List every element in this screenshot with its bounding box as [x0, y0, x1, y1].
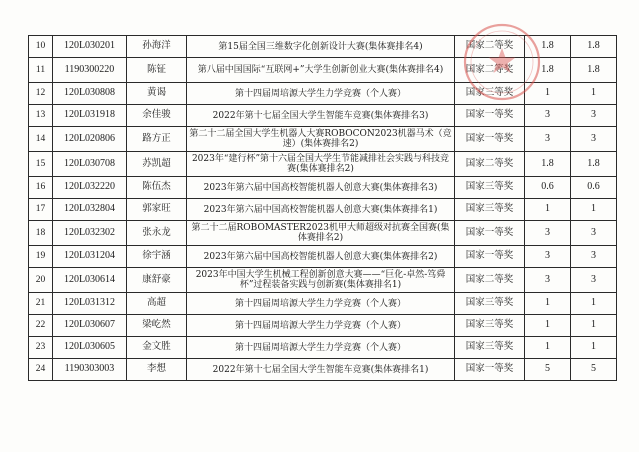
award-level: 国家一等奖 [455, 246, 525, 268]
competition-name: 第二十二届全国大学生机器人大赛ROBOCON2023机器马术（竞速）(集体赛排名2) [187, 127, 455, 152]
score-value: 5 [525, 359, 571, 381]
table-row [29, 268, 617, 293]
final-score-value: 1 [571, 293, 617, 315]
table-row [29, 199, 617, 221]
student-id: 120L032302 [53, 221, 127, 246]
student-id: 120L032220 [53, 177, 127, 199]
award-level: 国家二等奖 [455, 36, 525, 58]
competition-name: 2022年第十七届全国大学生智能车竞赛(集体赛排名1) [187, 359, 455, 381]
competition-name: 第十四届周培源大学生力学竞赛（个人赛） [187, 83, 455, 105]
student-name: 高超 [127, 293, 187, 315]
student-id: 120L030201 [53, 36, 127, 58]
student-id: 120L030708 [53, 152, 127, 177]
student-id: 1190303003 [53, 359, 127, 381]
competition-name: 第十四届周培源大学生力学竞赛（个人赛） [187, 337, 455, 359]
row-number: 24 [29, 359, 53, 381]
student-id: 120L031312 [53, 293, 127, 315]
score-value: 3 [525, 221, 571, 246]
competition-name: 2023年中国大学生机械工程创新创意大赛——“巨化-卓然-笃舜杯”过程装备实践与创新赛(集体赛排名1) [187, 268, 455, 293]
final-score-value: 1 [571, 199, 617, 221]
score-value: 1.8 [525, 36, 571, 58]
score-value: 3 [525, 105, 571, 127]
competition-name: 2022年第十七届全国大学生智能车竞赛(集体赛排名3) [187, 105, 455, 127]
table-row [29, 83, 617, 105]
score-value: 0.6 [525, 177, 571, 199]
final-score-value: 3 [571, 105, 617, 127]
final-score-value: 3 [571, 127, 617, 152]
table-row [29, 127, 617, 152]
student-id: 120L030808 [53, 83, 127, 105]
final-score-value: 5 [571, 359, 617, 381]
table-row [29, 177, 617, 199]
award-level: 国家二等奖 [455, 152, 525, 177]
table-row [29, 315, 617, 337]
student-name: 陈伍杰 [127, 177, 187, 199]
final-score-value: 3 [571, 268, 617, 293]
row-number: 13 [29, 105, 53, 127]
row-number: 15 [29, 152, 53, 177]
final-score-value: 1.8 [571, 152, 617, 177]
award-level: 国家三等奖 [455, 177, 525, 199]
final-score-value: 3 [571, 221, 617, 246]
student-id: 120L031204 [53, 246, 127, 268]
competition-name: 2023年第六届中国高校智能机器人创意大赛(集体赛排名1) [187, 199, 455, 221]
final-score-value: 0.6 [571, 177, 617, 199]
student-name: 孙海洋 [127, 36, 187, 58]
score-value: 1 [525, 199, 571, 221]
row-number: 19 [29, 246, 53, 268]
row-number: 14 [29, 127, 53, 152]
final-score-value: 1 [571, 337, 617, 359]
student-id: 120L030607 [53, 315, 127, 337]
student-name: 康舒豪 [127, 268, 187, 293]
student-name: 郭家旺 [127, 199, 187, 221]
table-row [29, 293, 617, 315]
award-level: 国家三等奖 [455, 83, 525, 105]
row-number: 16 [29, 177, 53, 199]
table-row [29, 36, 617, 58]
row-number: 12 [29, 83, 53, 105]
award-level: 国家三等奖 [455, 293, 525, 315]
competition-name: 第15届全国三维数字化创新设计大赛(集体赛排名4) [187, 36, 455, 58]
award-level: 国家三等奖 [455, 199, 525, 221]
table-row [29, 152, 617, 177]
award-level: 国家二等奖 [455, 58, 525, 83]
score-value: 1.8 [525, 58, 571, 83]
award-level: 国家二等奖 [455, 268, 525, 293]
final-score-value: 1 [571, 83, 617, 105]
student-name: 梁屹然 [127, 315, 187, 337]
final-score-value: 1.8 [571, 36, 617, 58]
score-value: 1.8 [525, 152, 571, 177]
student-name: 徐宇涵 [127, 246, 187, 268]
table-body [29, 36, 617, 381]
award-level: 国家三等奖 [455, 337, 525, 359]
student-name: 路方正 [127, 127, 187, 152]
student-name: 余佳骏 [127, 105, 187, 127]
student-id: 120L031918 [53, 105, 127, 127]
student-name: 金文胜 [127, 337, 187, 359]
table-row [29, 246, 617, 268]
competition-name: 2023年“建行杯”第十六届全国大学生节能减排社会实践与科技竞赛(集体赛排名2) [187, 152, 455, 177]
score-value: 1 [525, 337, 571, 359]
competition-name: 2023年第六届中国高校智能机器人创意大赛(集体赛排名3) [187, 177, 455, 199]
row-number: 11 [29, 58, 53, 83]
score-value: 1 [525, 315, 571, 337]
competition-name: 第二十二届ROBOMASTER2023机甲大师超级对抗赛全国赛(集体赛排名2) [187, 221, 455, 246]
competition-name: 第八届中国国际“互联网+”大学生创新创业大赛(集体赛排名4) [187, 58, 455, 83]
student-name: 陈钲 [127, 58, 187, 83]
row-number: 17 [29, 199, 53, 221]
table-row [29, 337, 617, 359]
row-number: 21 [29, 293, 53, 315]
table-row [29, 221, 617, 246]
final-score-value: 1 [571, 315, 617, 337]
student-id: 120L032804 [53, 199, 127, 221]
row-number: 18 [29, 221, 53, 246]
student-name: 黄谒 [127, 83, 187, 105]
award-level: 国家一等奖 [455, 359, 525, 381]
row-number: 10 [29, 36, 53, 58]
final-score-value: 3 [571, 246, 617, 268]
student-id: 120L030605 [53, 337, 127, 359]
score-value: 1 [525, 293, 571, 315]
award-table [28, 35, 617, 381]
student-id: 1190300220 [53, 58, 127, 83]
student-id: 120L020806 [53, 127, 127, 152]
final-score-value: 1.8 [571, 58, 617, 83]
table-row [29, 359, 617, 381]
row-number: 23 [29, 337, 53, 359]
student-name: 苏凯超 [127, 152, 187, 177]
competition-name: 2023年第六届中国高校智能机器人创意大赛(集体赛排名2) [187, 246, 455, 268]
student-id: 120L030614 [53, 268, 127, 293]
row-number: 20 [29, 268, 53, 293]
award-level: 国家一等奖 [455, 127, 525, 152]
table-row [29, 58, 617, 83]
competition-name: 第十四届周培源大学生力学竞赛（个人赛） [187, 315, 455, 337]
student-name: 李想 [127, 359, 187, 381]
award-level: 国家三等奖 [455, 315, 525, 337]
award-level: 国家一等奖 [455, 105, 525, 127]
row-number: 22 [29, 315, 53, 337]
score-value: 1 [525, 83, 571, 105]
table-row [29, 105, 617, 127]
score-value: 3 [525, 268, 571, 293]
score-value: 3 [525, 246, 571, 268]
award-level: 国家一等奖 [455, 221, 525, 246]
competition-name: 第十四届周培源大学生力学竞赛（个人赛） [187, 293, 455, 315]
score-value: 3 [525, 127, 571, 152]
student-name: 张永龙 [127, 221, 187, 246]
